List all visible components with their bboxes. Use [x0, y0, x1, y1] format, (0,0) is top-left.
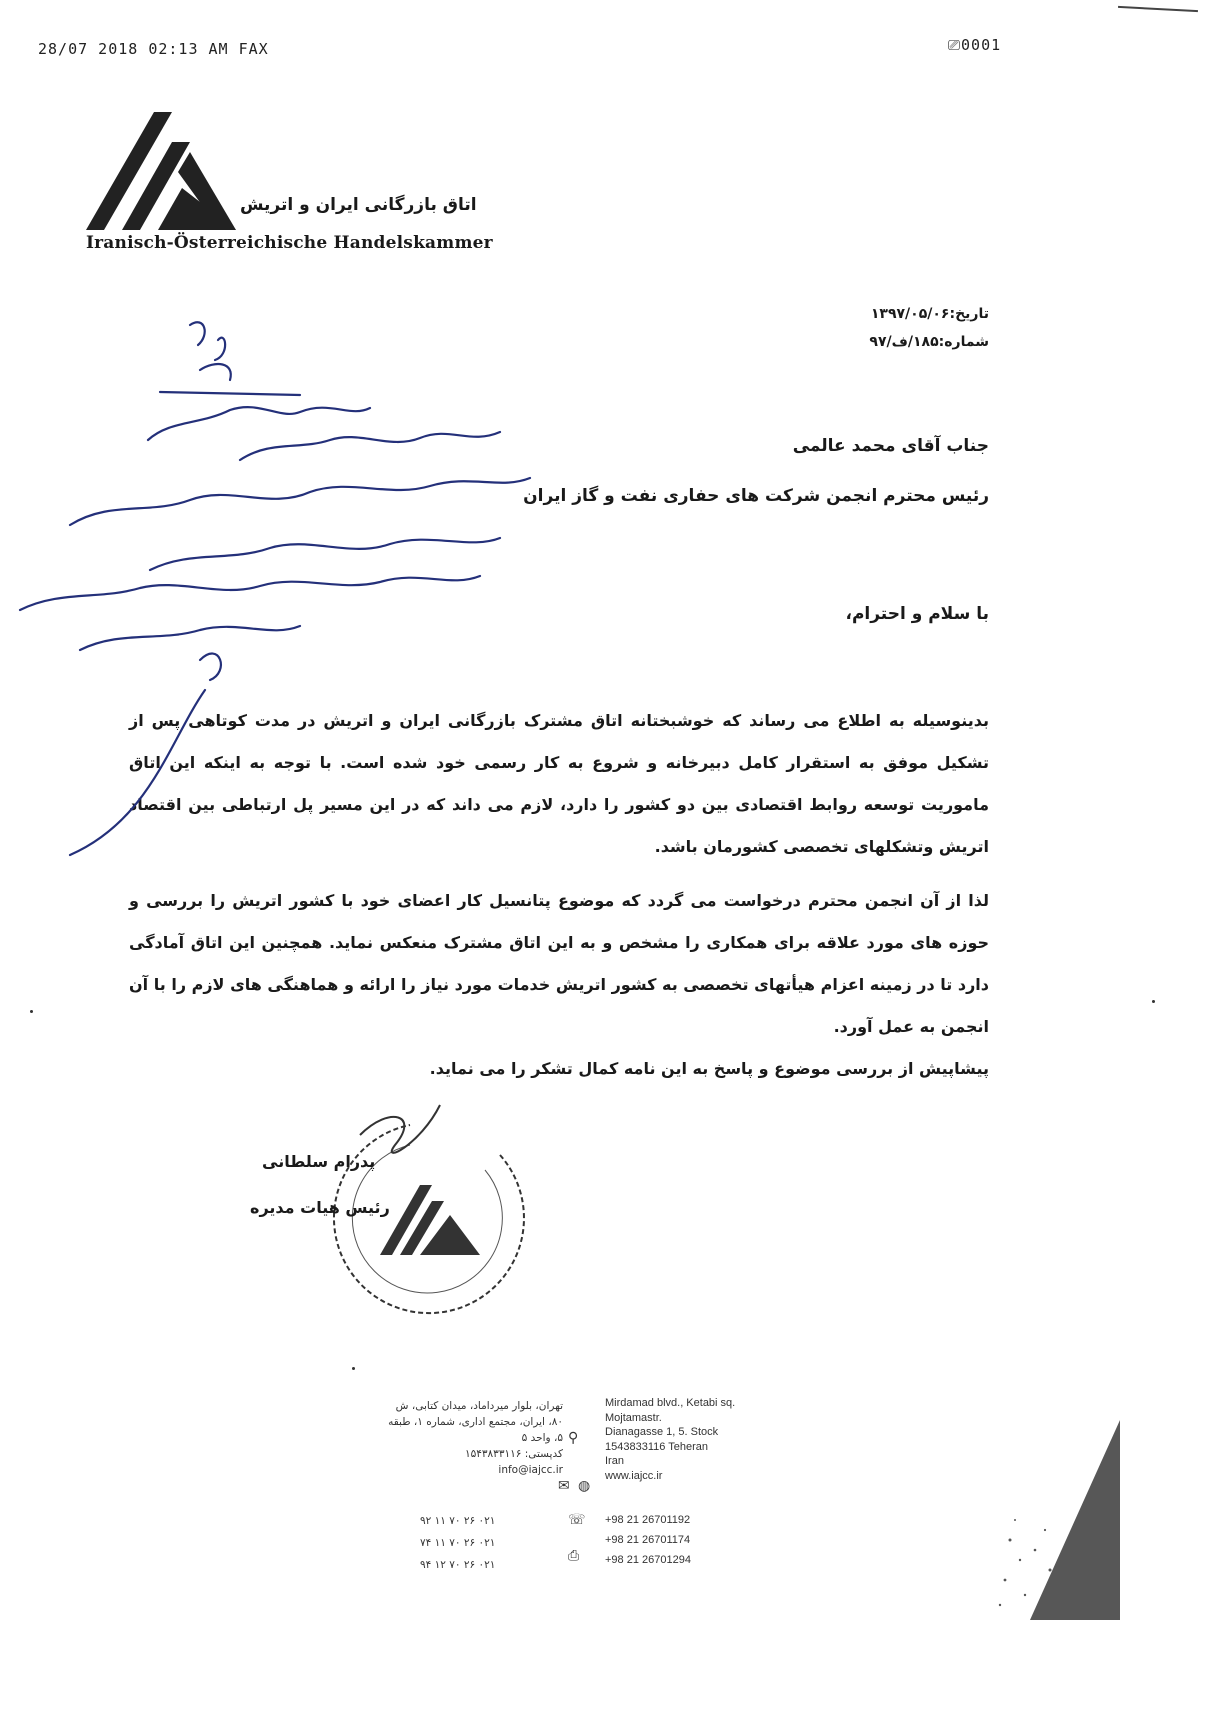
- footer-phones-fa: ۰۲۱ ۲۶ ۷۰ ۱۱ ۹۲ ۰۲۱ ۲۶ ۷۰ ۱۱ ۷۴ ۰۲۱ ۲۶ ۷۰ ۱۲ ۹۴: [420, 1515, 496, 1571]
- letter-number: شماره:۱۸۵/ف/۹۷: [869, 334, 989, 350]
- fax-icon: ⎙: [568, 1548, 580, 1564]
- location-pin-icon: ⚲: [568, 1430, 579, 1446]
- letterhead-name-de: Iranisch-Österreichische Handelskammer: [86, 233, 493, 253]
- fax-header: 28/07 2018 02:13 AM FAX: [38, 40, 269, 58]
- scan-speck: [30, 1010, 33, 1013]
- footer-email: info@iajcc.ir: [498, 1464, 563, 1476]
- scan-speck: [352, 1367, 355, 1370]
- letter-date: تاریخ:۱۳۹۷/۰۵/۰۶: [870, 306, 989, 322]
- handwritten-note-icon: [0, 300, 560, 860]
- letterhead-name-fa: اتاق بازرگانی ایران و اتریش: [240, 195, 477, 215]
- footer-address-en: Mirdamad blvd., Ketabi sq. Mojtamastr. Dianagasse 1, 5. Stock 1543833116 Teheran Iran www.iajcc.ir: [605, 1397, 736, 1482]
- body-closing: پیشاپیش از بررسی موضوع و پاسخ به این نامه کمال تشکر را می نماید.: [429, 1059, 989, 1078]
- globe-icon: ◍: [578, 1478, 591, 1494]
- footer-address-fa: تهران، بلوار میرداماد، میدان کتابی، ش ۸۰، ایران، مجتمع اداری، شماره ۱، طبقه ۵، واحد ۵ کدپستی: ۱۵۴۳۸۳۳۱۱۶ info@iajcc.ir: [388, 1400, 563, 1476]
- addressee-name: جناب آقای محمد عالمی: [792, 436, 989, 456]
- phone-icon: ☏: [568, 1512, 586, 1528]
- body-paragraph-2: لذا از آن انجمن محترم درخواست می گردد که موضوع پتانسیل کار اعضای خود با کشور اتریش را بررسی و حوزه های مورد علاقه برای همکاری را مشخص و به این اتاق مشترک منعکس نماید. همچنین این اتاق آمادگی دارد تا در زمینه اعزام هیأتهای تخصصی به کشور اتریش خدمات مورد نیاز را ارائه و هماهنگی های لازم را با آن انجمن به عمل آورد.: [129, 891, 989, 1036]
- fax-top-line: [1118, 6, 1198, 12]
- signatory-title: رئیس هیات مدیره: [250, 1198, 390, 1217]
- footer-website: www.iajcc.ir: [605, 1469, 663, 1482]
- greeting: با سلام و احترام،: [845, 604, 989, 624]
- decorative-triangle-icon: [990, 1420, 1120, 1620]
- body-paragraph-1: بدینوسیله به اطلاع می رساند که خوشبختانه اتاق مشترک بازرگانی ایران و اتریش در مدت کوتاهی پس از تشکیل موفق به استقرار کامل دبیرخانه و شروع به کار رسمی خود شده است. با توجه به اینکه این اتاق ماموریت توسعه روابط اقتصادی بین دو کشور را دارد، لازم می داند که در این مسیر پل ارتباطی بین اقتصاد اتریش وتشکلهای تخصصی کشورمان باشد.: [129, 711, 989, 856]
- signatory-name: پدرام سلطانی: [262, 1152, 376, 1171]
- page-icon: ⎚: [948, 36, 962, 54]
- footer-phones-en: +98 21 26701192 +98 21 26701174 +98 21 26701294: [605, 1514, 691, 1566]
- chamber-logo-icon: [86, 112, 236, 232]
- email-icon: ✉: [558, 1478, 570, 1494]
- scan-speck: [1152, 1000, 1155, 1003]
- addressee-title: رئیس محترم انجمن شرکت های حفاری نفت و گاز ایران: [523, 486, 989, 506]
- page-number: ⎚0001: [948, 36, 1002, 54]
